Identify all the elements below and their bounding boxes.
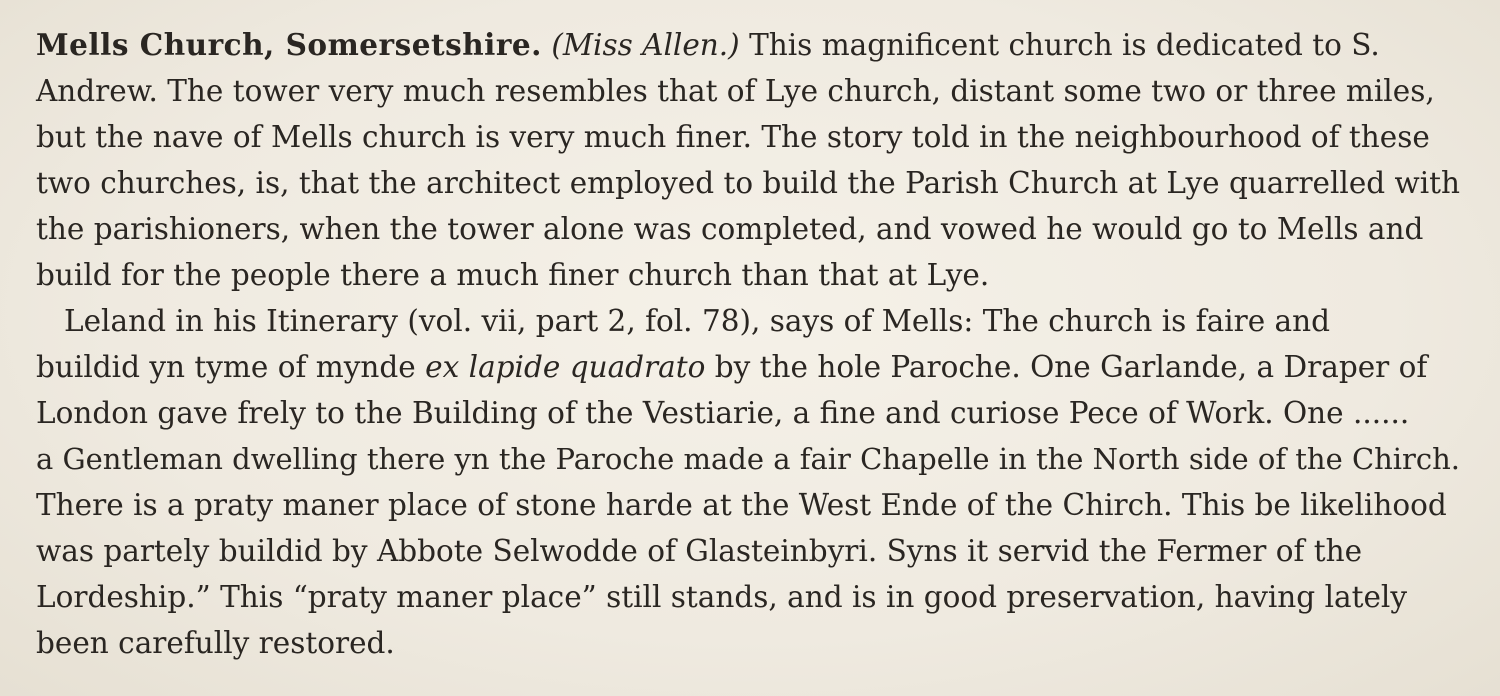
paragraph-2-line-7: Lordeship.” This “praty maner place” still stands, and is in good preservation, having lately	[36, 580, 1408, 614]
paragraph-2-line-5: There is a praty maner place of stone harde at the West Ende of the Chirch. This be likelihood	[36, 488, 1447, 522]
paragraph-2-line-6: was partely buildid by Abbote Selwodde of Glasteinbyri. Syns it servid the Fermer of the	[36, 534, 1363, 568]
heading-title: Mells Church, Somersetshire.	[36, 27, 542, 62]
latin-phrase: ex lapide quadrato	[425, 350, 706, 384]
paragraph-2-line-2-after: by the hole Paroche. One Garlande, a Draper of	[714, 350, 1428, 384]
paragraph-1-line-6: build for the people there a much finer church than that at Lye.	[36, 258, 990, 292]
paragraph-1-line-2: Andrew. The tower very much resembles that of Lye church, distant some two or three miles,	[36, 74, 1435, 108]
paragraph-2-line-2-before: buildid yn tyme of mynde	[36, 350, 416, 384]
article-text	[36, 22, 1460, 666]
paragraph-2-line-1: Leland in his Itinerary (vol. vii, part 2, fol. 78), says of Mells: The church is faire and	[64, 304, 1331, 338]
paragraph-1-line-4: two churches, is, that the architect employed to build the Parish Church at Lye quarrelled with	[36, 166, 1460, 200]
paragraph-1-line-5: the parishioners, when the tower alone was completed, and vowed he would go to Mells and	[36, 212, 1424, 246]
paragraph-2-line-4: a Gentleman dwelling there yn the Paroche made a fair Chapelle in the North side of the Chirch.	[36, 442, 1460, 476]
paragraph-2-line-2	[36, 344, 1460, 390]
paragraph-2-line-8: been carefully restored.	[36, 626, 395, 660]
paragraph-1-line-1	[36, 22, 1460, 68]
paragraph-1-line-3: but the nave of Mells church is very much finer. The story told in the neighbourhood of these	[36, 120, 1430, 154]
paragraph-2-line-3: London gave frely to the Building of the Vestiarie, a fine and curiose Pece of Work. One ......	[36, 396, 1410, 430]
paragraph-1-line-1-text: This magnificent church is dedicated to S.	[749, 28, 1380, 62]
heading-attribution: (Miss Allen.)	[551, 28, 740, 62]
